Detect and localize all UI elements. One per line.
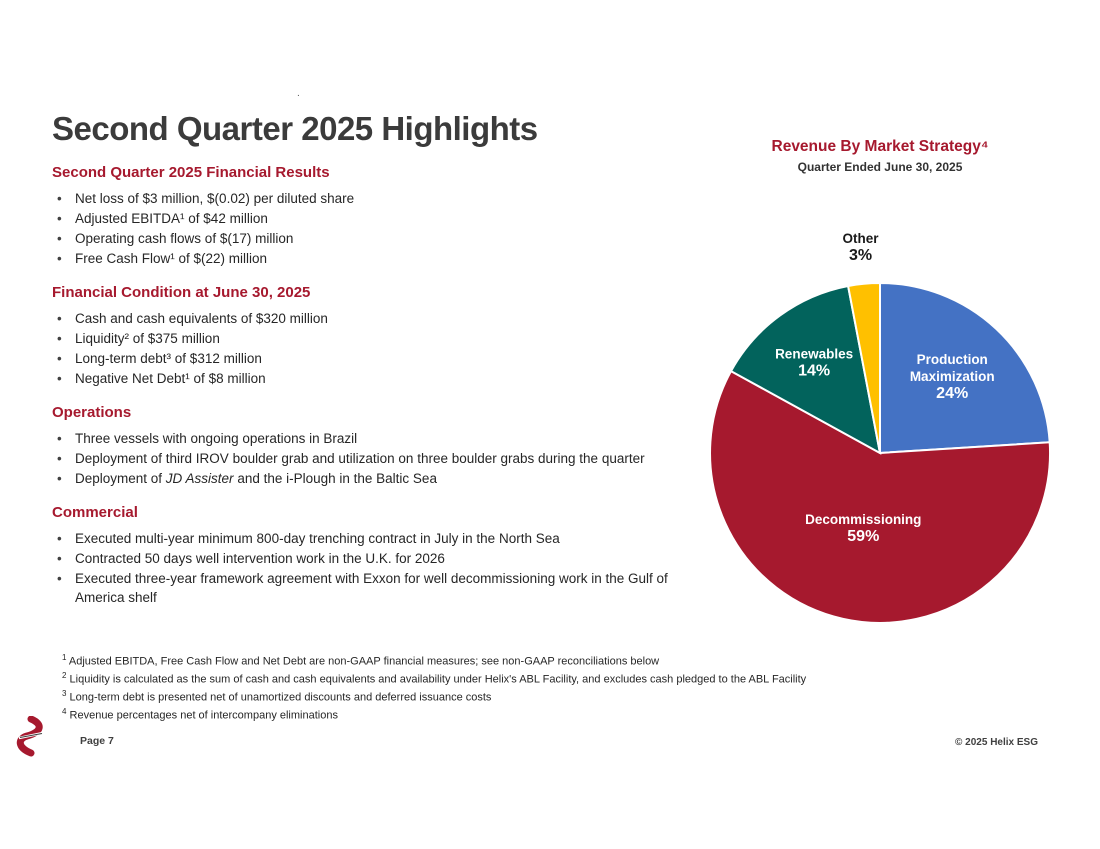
section-commercial <box>52 504 697 607</box>
page-title: Second Quarter 2025 Highlights <box>52 110 538 147</box>
pie-label-renewables: Renewables 14% <box>775 346 854 380</box>
section-operations <box>52 404 697 488</box>
bullet-item: • Three vessels with ongoing operations in Brazil <box>52 429 697 448</box>
chart-subtitle: Quarter Ended June 30, 2025 <box>797 160 963 174</box>
section-financial-condition <box>52 284 697 388</box>
chart-column <box>690 138 1070 663</box>
pie-slice-production-maximization <box>880 283 1050 453</box>
bullet-item: • Net loss of $3 million, $(0.02) per diluted share <box>52 189 697 208</box>
section-heading: Operations <box>52 404 132 421</box>
footnote: $^3$ Long-term debt is presented net of unamortized discounts and deferred issuance costs <box>62 689 492 704</box>
bullet-item: • Executed multi-year minimum 800-day trenching contract in July in the North Sea <box>52 529 697 548</box>
pie-label-other: Other 3% <box>842 231 879 264</box>
page-number: Page 7 <box>80 735 114 747</box>
section-heading: Second Quarter 2025 Financial Results <box>52 164 330 181</box>
section-heading: Commercial <box>52 504 138 521</box>
pie-chart <box>690 223 1070 663</box>
copyright: © 2025 Helix ESG <box>955 737 1038 748</box>
helix-logo <box>16 716 46 765</box>
pie-label-decommissioning: Decommissioning 59% <box>805 512 922 546</box>
section-q2-financial-results <box>52 164 697 268</box>
bullet-item: • Deployment of JD Assister and the i-Plough in the Baltic Sea <box>52 469 697 488</box>
footnotes <box>62 651 1062 724</box>
bullet-item: • Executed three-year framework agreement with Exxon for well decommissioning work in the Gulf of America shelf <box>52 569 697 607</box>
bullet-item: • Free Cash Flow¹ of $(22) million <box>52 249 697 268</box>
vessel-name-italic: JD Assister <box>165 471 234 486</box>
bullet-item: • Contracted 50 days well intervention work in the U.K. for 2026 <box>52 549 697 568</box>
stray-dot: . <box>297 88 300 99</box>
highlights-column <box>52 110 697 608</box>
section-heading: Financial Condition at June 30, 2025 <box>52 284 311 301</box>
footnote: $^1$ Adjusted EBITDA, Free Cash Flow and Net Debt are non-GAAP financial measures; see non-GAAP reconciliations below <box>62 653 660 668</box>
bullet-item: • Long-term debt³ of $312 million <box>52 349 697 368</box>
chart-title: Revenue By Market Strategy⁴ <box>771 138 989 155</box>
footnote: $^2$ Liquidity is calculated as the sum of cash and cash equivalents and availability under Helix's ABL Facility, and excludes cash pledged to the ABL Facility <box>62 671 807 686</box>
bullet-item: • Negative Net Debt¹ of $8 million <box>52 369 697 388</box>
bullet-item: • Cash and cash equivalents of $320 million <box>52 309 697 328</box>
bullet-item: • Adjusted EBITDA¹ of $42 million <box>52 209 697 228</box>
bullet-item: • Liquidity² of $375 million <box>52 329 697 348</box>
footnote: $^4$ Revenue percentages net of intercompany eliminations <box>62 707 338 723</box>
pie-label-production-maximization: Production Maximization 24% <box>909 352 995 403</box>
bullet-item: • Operating cash flows of $(17) million <box>52 229 697 248</box>
bullet-item: • Deployment of third IROV boulder grab and utilization on three boulder grabs during the quarter <box>52 449 697 468</box>
